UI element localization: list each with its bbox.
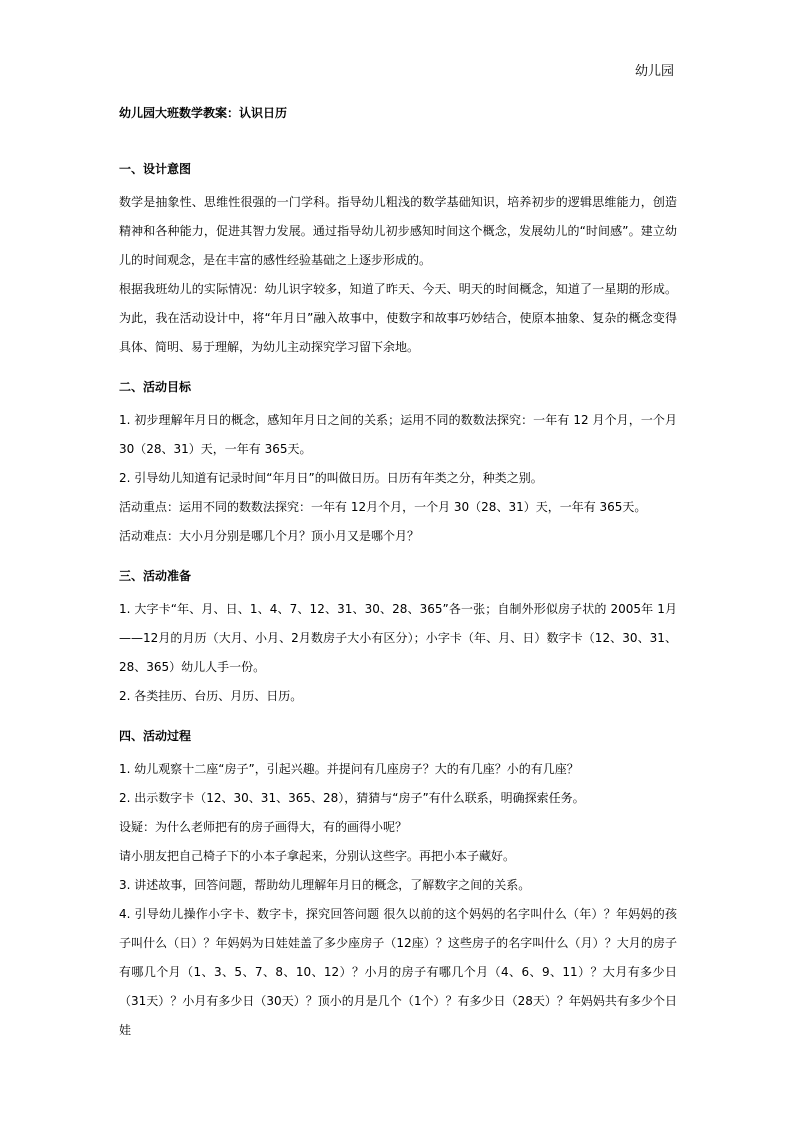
- document-title: 幼儿园大班数学教案：认识日历: [119, 106, 288, 120]
- paragraph: 数学是抽象性、思维性很强的一门学科。指导幼儿粗浅的数学基础知识，培养初步的逻辑思维能力，创造精神和各种能力，促进其智力发展。通过指导幼儿初步感知时间这个概念，发展幼儿的“时间感”。建立幼儿的时间观念，是在丰富的感性经验基础之上逐步形成的。: [119, 195, 677, 267]
- paragraph: 2. 引导幼儿知道有记录时间“年月日”的叫做日历。日历有年类之分，种类之别。: [119, 471, 543, 485]
- paragraph: 活动难点：大小月分别是哪几个月？顶小月又是哪个月？: [119, 529, 420, 543]
- paragraph: 设疑：为什么老师把有的房子画得大，有的画得小呢？: [119, 820, 408, 834]
- paragraph: 2. 出示数字卡（12、30、31、365、28），猜猜与“房子”有什么联系，明确探索任务。: [119, 791, 585, 805]
- section-heading: 四、活动过程: [119, 729, 192, 743]
- paragraph: 2. 各类挂历、台历、月历、日历。: [119, 689, 303, 703]
- section-heading: 二、活动目标: [119, 380, 192, 394]
- paragraph: 1. 大字卡“年、月、日、1、4、7、12、31、30、28、365”各一张；自制外形似房子状的 2005年 1月——12月的月历（大月、小月、2月数房子大小有区分）；小字卡（年、月、日）数字卡（12、30、31、28、365）幼儿人手一份。: [119, 602, 677, 674]
- paragraph: 1. 初步理解年月日的概念，感知年月日之间的关系；运用不同的数数法探究：一年有 12 月个月，一个月 30（28、31）天，一年有 365天。: [119, 413, 677, 456]
- paragraph: 1. 幼儿观察十二座“房子”，引起兴趣。并提问有几座房子？大的有几座？小的有几座？: [119, 762, 579, 776]
- section-activity-process: [119, 727, 677, 1045]
- paragraph: 根据我班幼儿的实际情况：幼儿识字较多，知道了昨天、今天、明天的时间概念，知道了一星期的形成。为此，我在活动设计中，将“年月日”融入故事中，使数字和故事巧妙结合，使原本抽象、复杂的概念变得具体、简明、易于理解，为幼儿主动探究学习留下余地。: [119, 282, 677, 354]
- paragraph: 活动重点：运用不同的数数法探究：一年有 12月个月，一个月 30（28、31）天，一年有 365天。: [119, 500, 647, 514]
- paragraph: 4. 引导幼儿操作小字卡、数字卡，探究回答问题 很久以前的这个妈妈的名字叫什么（年）？年妈妈的孩子叫什么（日）？年妈妈为日娃娃盖了多少座房子（12座）？这些房子的名字叫什么（月）？大月的房子有哪几个月（1、3、5、7、8、10、12）？小月的房子有哪几个月（4、6、9、11）？大月有多少日（31天）？小月有多少日（30天）？顶小的月是几个（1个）？有多少日（28天）？年妈妈共有多少个日娃: [119, 907, 677, 1037]
- section-heading: 一、设计意图: [119, 162, 192, 176]
- paragraph: 3. 讲述故事，回答问题，帮助幼儿理解年月日的概念，了解数字之间的关系。: [119, 878, 531, 892]
- section-activity-goals: [119, 378, 677, 551]
- paragraph: 请小朋友把自己椅子下的小本子拿起来，分别认这些字。再把小本子藏好。: [119, 849, 516, 863]
- section-design-intent: [119, 160, 677, 362]
- section-heading: 三、活动准备: [119, 569, 192, 583]
- document-body: [119, 104, 677, 1045]
- section-activity-preparation: [119, 567, 677, 711]
- page-header: 幼儿园: [634, 64, 674, 79]
